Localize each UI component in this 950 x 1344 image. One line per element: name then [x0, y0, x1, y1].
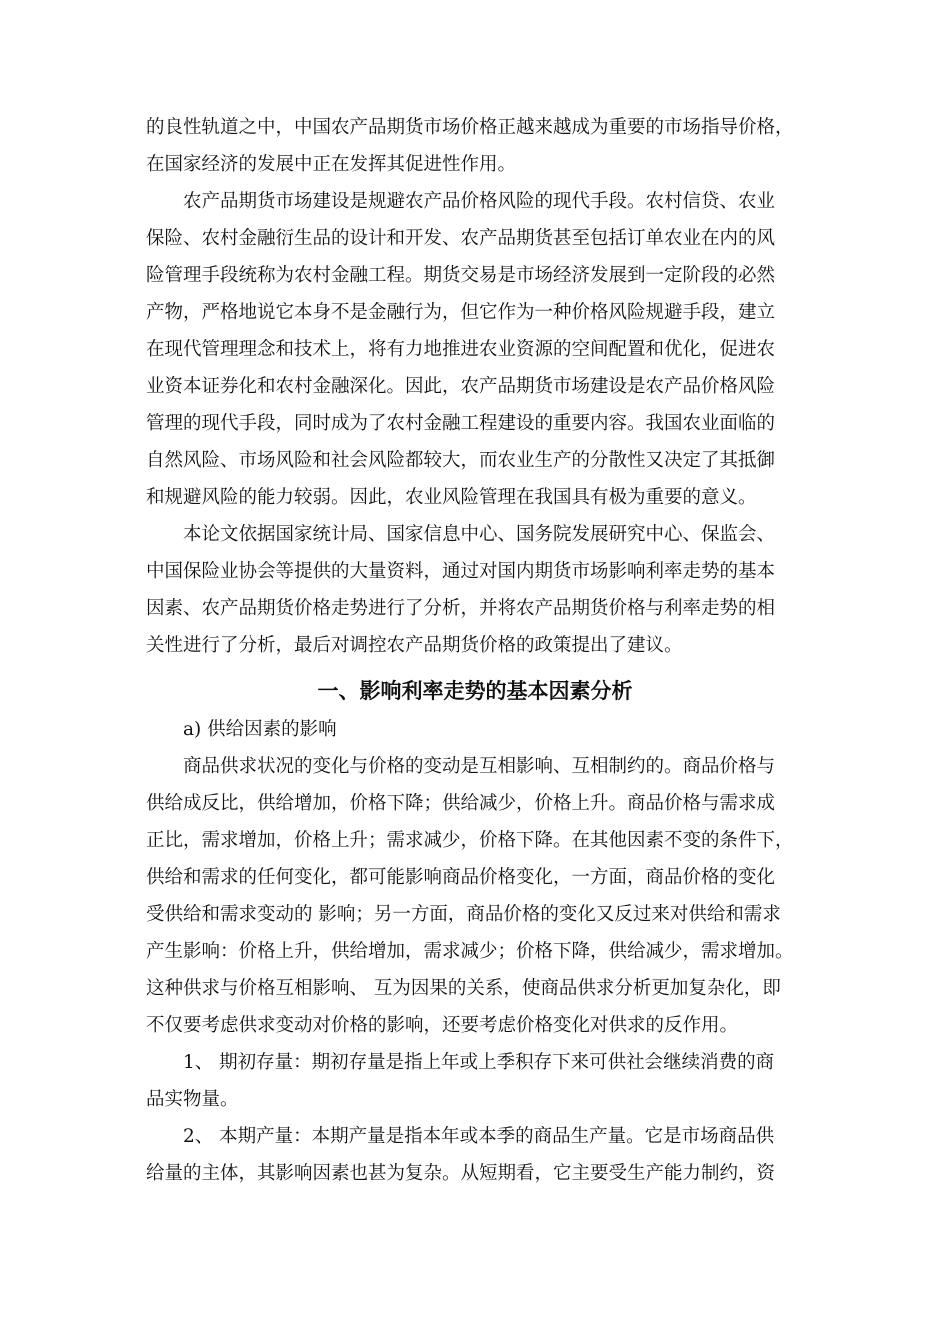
- paragraph-2-line-2: 保险、农村金融衍生品的设计和开发、农产品期货甚至包括订单农业在内的风: [146, 228, 776, 249]
- paragraph-2-line-5: 在现代管理理念和技术上，将有力地推进农业资源的空间配置和优化，促进农: [146, 339, 776, 360]
- paragraph-2-line-6: 业资本证券化和农村金融深化。因此，农产品期货市场建设是农产品价格风险: [146, 376, 776, 397]
- list-item-2-line-2: 给量的主体，其影响因素也甚为复杂。从短期看，它主要受生产能力制约，资: [146, 1163, 776, 1184]
- paragraph-3-line-4: 关性进行了分析，最后对调控农产品期货价格的政策提出了建议。: [146, 635, 683, 656]
- paragraph-4-line-3: 正比，需求增加，价格上升；需求减少，价格下降。在其他因素不变的条件下，: [146, 830, 794, 851]
- paragraph-2-line-4: 产物，严格地说它本身不是金融行为，但它作为一种价格风险规避手段，建立: [146, 302, 776, 323]
- paragraph-4-line-1: 商品供求状况的变化与价格的变动是互相影响、互相制约的。商品价格与: [183, 756, 776, 777]
- paragraph-1-line-2: 在国家经济的发展中正在发挥其促进性作用。: [146, 154, 517, 175]
- paragraph-2-line-7: 管理的现代手段，同时成为了农村金融工程建设的重要内容。我国农业面临的: [146, 413, 776, 434]
- paragraph-4-line-7: 这种供求与价格互相影响、 互为因果的关系，使商品供求分析更加复杂化，即: [146, 978, 781, 999]
- paragraph-2-line-3: 险管理手段统称为农村金融工程。期货交易是市场经济发展到一定阶段的必然: [146, 265, 776, 286]
- paragraph-1-line-1: 的良性轨道之中，中国农产品期货市场价格正越来越成为重要的市场指导价格，: [146, 117, 794, 138]
- paragraph-4-line-6: 产生影响：价格上升，供给增加，需求减少；价格下降，供给减少，需求增加。: [146, 941, 794, 962]
- paragraph-2-line-9: 和规避风险的能力较弱。因此，农业风险管理在我国具有极为重要的意义。: [146, 487, 757, 508]
- section-heading: 一、影响利率走势的基本因素分析: [317, 679, 633, 703]
- list-item-1-line-1: 1、 期初存量：期初存量是指上年或上季积存下来可供社会继续消费的商: [183, 1052, 775, 1073]
- paragraph-3-line-3: 因素、农产品期货价格走势进行了分析，并将农产品期货价格与利率走势的相: [146, 598, 776, 619]
- paragraph-2-line-1: 农产品期货市场建设是规避农产品价格风险的现代手段。农村信贷、农业: [183, 191, 776, 212]
- subheading-a: a) 供给因素的影响: [183, 719, 337, 740]
- paragraph-3-line-2: 中国保险业协会等提供的大量资料，通过对国内期货市场影响利率走势的基本: [146, 561, 776, 582]
- paragraph-4-line-2: 供给成反比，供给增加，价格下降；供给减少，价格上升。商品价格与需求成: [146, 793, 776, 814]
- list-item-1-line-2: 品实物量。: [146, 1089, 239, 1110]
- paragraph-4-line-8: 不仅要考虑供求变动对价格的影响，还要考虑价格变化对供求的反作用。: [146, 1015, 739, 1036]
- paragraph-3-line-1: 本论文依据国家统计局、国家信息中心、国务院发展研究中心、保监会、: [183, 524, 776, 545]
- paragraph-2-line-8: 自然风险、市场风险和社会风险都较大，而农业生产的分散性又决定了其抵御: [146, 450, 776, 471]
- paragraph-4-line-4: 供给和需求的任何变化，都可能影响商品价格变化，一方面，商品价格的变化: [146, 867, 776, 888]
- paragraph-4-line-5: 受供给和需求变动的 影响；另一方面，商品价格的变化又反过来对供给和需求: [146, 904, 781, 925]
- list-item-2-line-1: 2、 本期产量：本期产量是指本年或本季的商品生产量。它是市场商品供: [183, 1126, 775, 1147]
